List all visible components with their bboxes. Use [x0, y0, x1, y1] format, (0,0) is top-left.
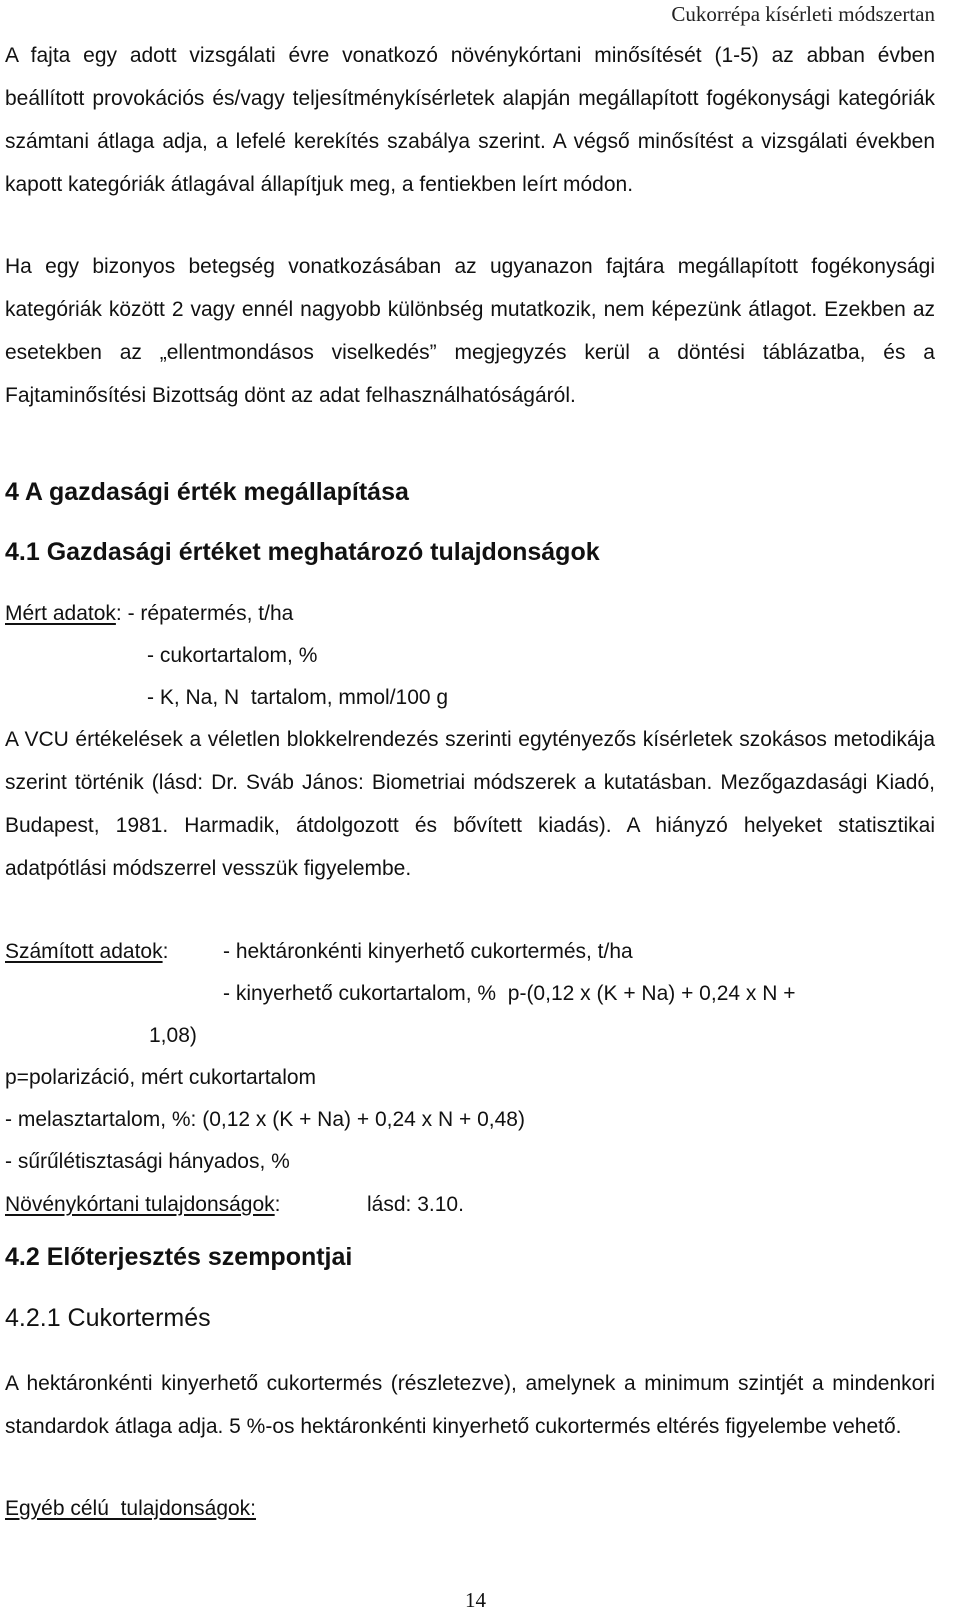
purity-quotient: - sűrűlétisztasági hányados, %: [5, 1150, 290, 1173]
other-properties-label: Egyéb célú tulajdonságok:: [5, 1497, 257, 1520]
paragraph-rating: A fajta egy adott vizsgálati évre vonatkozó növénykórtani minősítését (1-5) az abban évben beállított provokációs és/vagy teljesítménykísérletek alapján megállapított fogékonysági kategóriák számtani átlaga adja, a lefelé kerekítés szabálya szerint. A végső minősítést a vizsgálati években kapott kategóriák átlagával állapítjuk meg, a fentiekben leírt módon.: [5, 44, 935, 196]
heading-section-4-1: 4.1 Gazdasági értéket meghatározó tulajdonságok: [5, 538, 600, 566]
page-number: 14: [465, 1588, 486, 1612]
calculated-item-sugar-yield: - hektáronkénti kinyerhető cukortermés, t/ha: [223, 940, 633, 963]
measured-data-row-1: Mért adatok: - répatermés, t/ha: [5, 602, 294, 625]
running-header: Cukorrépa kísérleti módszertan: [671, 2, 935, 26]
plant-pathology-ref: lásd: 3.10.: [367, 1193, 464, 1216]
calculated-item-extractable-sugar-cont: 1,08): [149, 1024, 197, 1047]
plant-pathology-label: Növénykórtani tulajdonságok: [5, 1193, 275, 1216]
measured-item-yield: - répatermés, t/ha: [127, 602, 294, 625]
paragraph-vcu: A VCU értékelések a véletlen blokkelrendezés szerinti egytényezős kísérletek szokásos metodikája szerint történik (lásd: Dr. Sváb János: Biometriai módszerek a kutatásban. Mezőgazdasági Kiadó, Budapest, 1981. Harmadik, átdolgozott és bővített kiadás). A hiányzó helyeket statisztikai adatpótlási módszerrel vesszük figyelembe.: [5, 728, 935, 880]
heading-section-4: 4 A gazdasági érték megállapítása: [5, 478, 409, 506]
calculated-data-label: Számított adatok: [5, 940, 163, 963]
calculated-data-row-1: Számított adatok:: [5, 940, 169, 963]
paragraph-sugar-yield: A hektáronkénti kinyerhető cukortermés (részletezve), amelynek a minimum szintjét a mindenkori standardok átlaga adja. 5 %-os hektáronkénti kinyerhető cukortermés eltérés figyelembe vehető.: [5, 1372, 935, 1438]
measured-item-ions: - K, Na, N tartalom, mmol/100 g: [147, 686, 449, 709]
plant-pathology-row: Növénykórtani tulajdonságok:: [5, 1193, 281, 1216]
paragraph-contradiction: Ha egy bizonyos betegség vonatkozásában az ugyanazon fajtára megállapított fogékonysági kategóriák között 2 vagy ennél nagyobb különbség mutatkozik, nem képezünk átlagot. Ezekben az esetekben az „ellentmondásos viselkedés” megjegyzés kerül a döntési táblázatba, és a Fajtaminősítési Bizottság dönt az adat felhasználhatóságáról.: [5, 255, 935, 407]
other-properties-row: [5, 1487, 935, 1530]
measured-data-label: Mért adatok: [5, 602, 116, 625]
measured-item-sugar: - cukortartalom, %: [147, 644, 318, 667]
heading-section-4-2: 4.2 Előterjesztés szempontjai: [5, 1243, 353, 1271]
molasses-formula: - melasztartalom, %: (0,12 x (K + Na) + 0,24 x N + 0,48): [5, 1108, 525, 1131]
polarization-note: p=polarizáció, mért cukortartalom: [5, 1066, 317, 1089]
calculated-item-extractable-sugar: - kinyerhető cukortartalom, % p-(0,12 x (K + Na) + 0,24 x N +: [223, 982, 796, 1005]
heading-section-4-2-1: 4.2.1 Cukortermés: [5, 1304, 211, 1332]
